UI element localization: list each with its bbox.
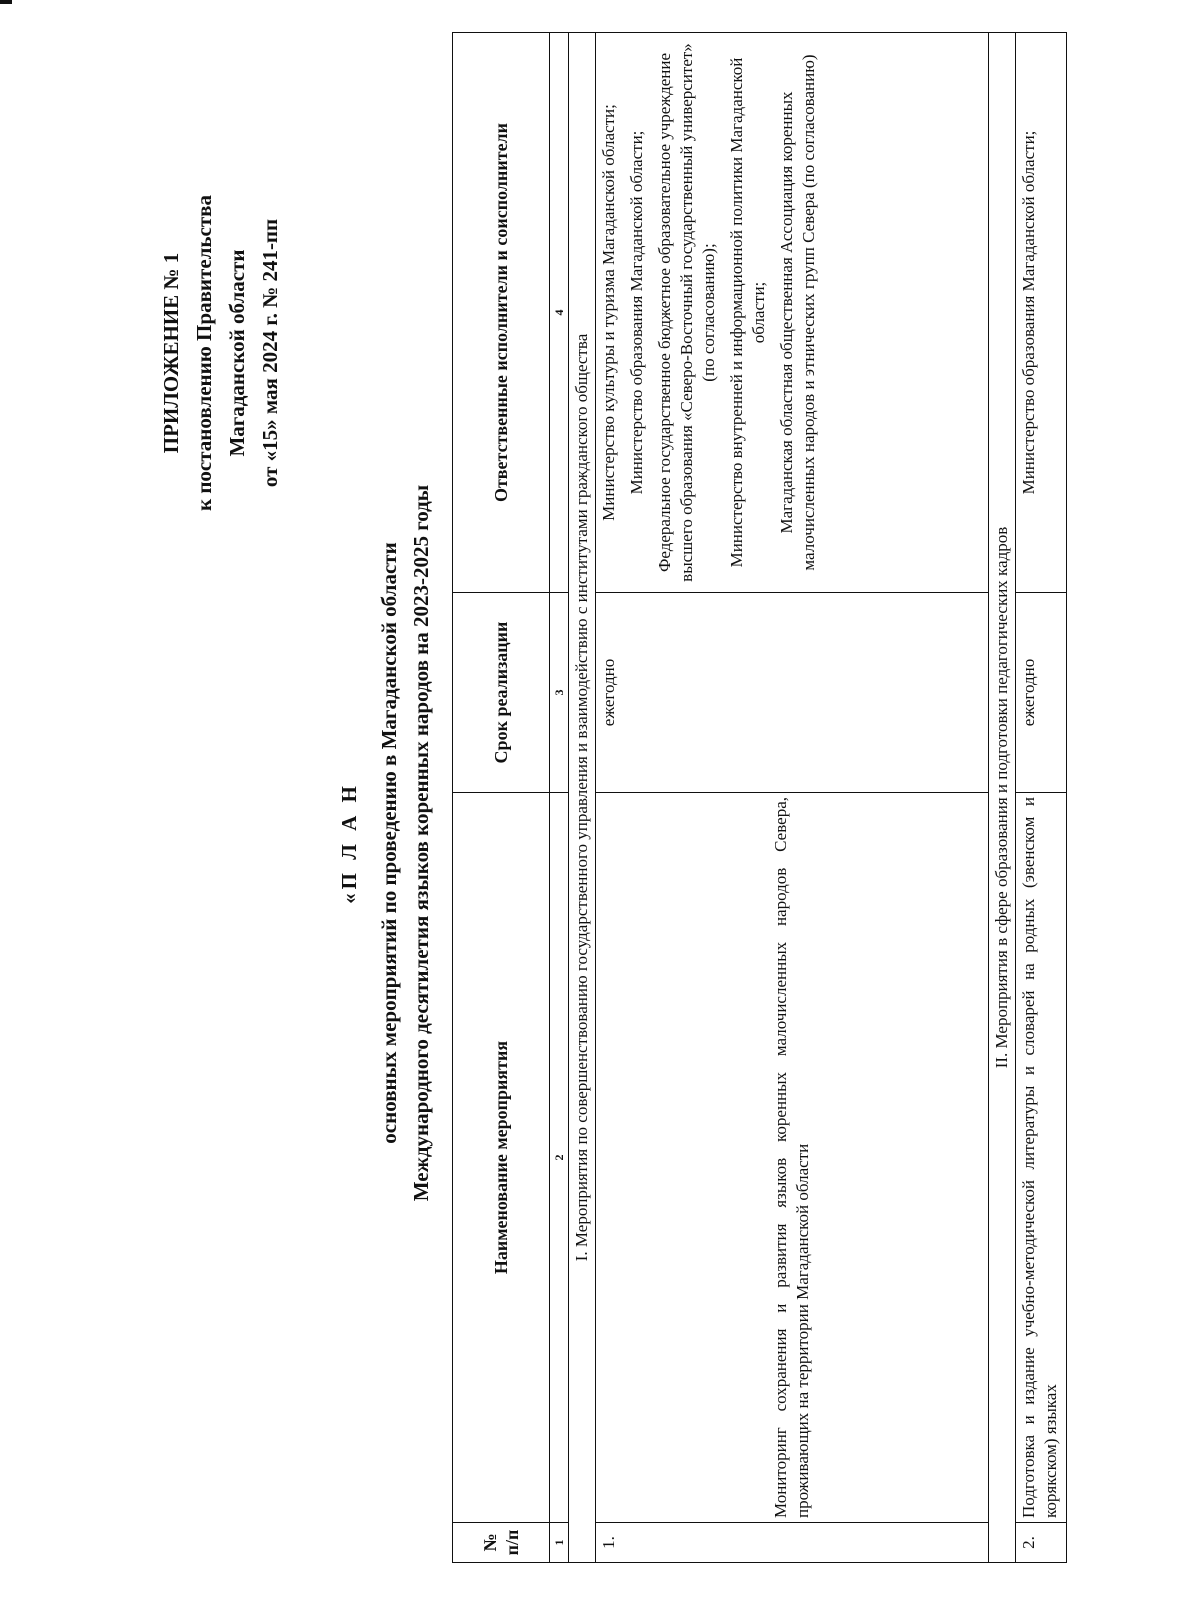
table-row <box>1016 33 1067 1563</box>
row-number: 2. <box>1016 1523 1067 1563</box>
row-responsible: Министерство образования Магаданской области; <box>1016 33 1067 593</box>
header-num: № п/п <box>453 1523 550 1563</box>
row-name: Мониторинг сохранения и развития языков коренных малочисленных народов Севера, проживающих на территории Магаданской области <box>596 793 989 1523</box>
appendix-line: к постановлению Правительства <box>192 194 216 512</box>
plan-table <box>452 32 1067 1563</box>
column-number-row <box>550 33 569 1563</box>
appendix-date: от «15» мая 2024 г. № 241-пп <box>258 218 282 488</box>
responsible-item: Министерство культуры и туризма Магаданской области; <box>599 104 618 521</box>
appendix-line: Магаданской области <box>225 249 249 457</box>
header-term: Срок реализации <box>453 593 550 793</box>
col-number: 2 <box>550 793 569 1523</box>
col-number: 3 <box>550 593 569 793</box>
row-term: ежегодно <box>1016 593 1067 793</box>
col-number: 4 <box>550 33 569 593</box>
row-name: Подготовка и издание учебно-методической литературы и словарей на родных (эвенском и корякском) языках <box>1016 793 1067 1523</box>
plan-title: «П Л А Н <box>337 782 361 904</box>
appendix-title: ПРИЛОЖЕНИЕ № 1 <box>159 252 183 454</box>
responsible-item: Министерство внутренней и информационной политики Магаданской области; <box>727 57 768 568</box>
section-row <box>569 33 596 1563</box>
col-number: 1 <box>550 1523 569 1563</box>
responsible-item: Министерство образования Магаданской области; <box>627 130 646 495</box>
row-term: ежегодно <box>596 593 989 793</box>
section-row <box>989 33 1016 1563</box>
responsible-item: Федеральное государственное бюджетное образовательное учреждение высшего образования «Северо-Восточный государственный университет» (по согласованию); <box>655 43 718 582</box>
plan-subtitle: Международного десятилетия языков коренных народов на 2023-2025 годы <box>409 484 433 1202</box>
row-number: 1. <box>596 1523 989 1563</box>
table-row <box>596 33 989 1563</box>
section-title: II. Мероприятия в сфере образования и подготовки педагогических кадров <box>989 33 1016 1563</box>
section-title: I. Мероприятия по совершенствованию государственного управления и взаимодействию с институтами гражданского общества <box>569 33 596 1563</box>
appendix-header <box>155 93 287 613</box>
table-header-row <box>453 33 550 1563</box>
header-name: Наименование мероприятия <box>453 793 550 1523</box>
plan-heading <box>333 293 437 1393</box>
plan-subtitle: основных мероприятий по проведению в Магаданской области <box>377 542 401 1144</box>
row-responsible <box>596 33 989 593</box>
header-responsible: Ответственные исполнители и соисполнители <box>453 33 550 593</box>
responsible-item: Магаданская областная общественная Ассоциация коренных малочисленных народов и этнических групп Севера (по согласованию) <box>777 54 818 571</box>
